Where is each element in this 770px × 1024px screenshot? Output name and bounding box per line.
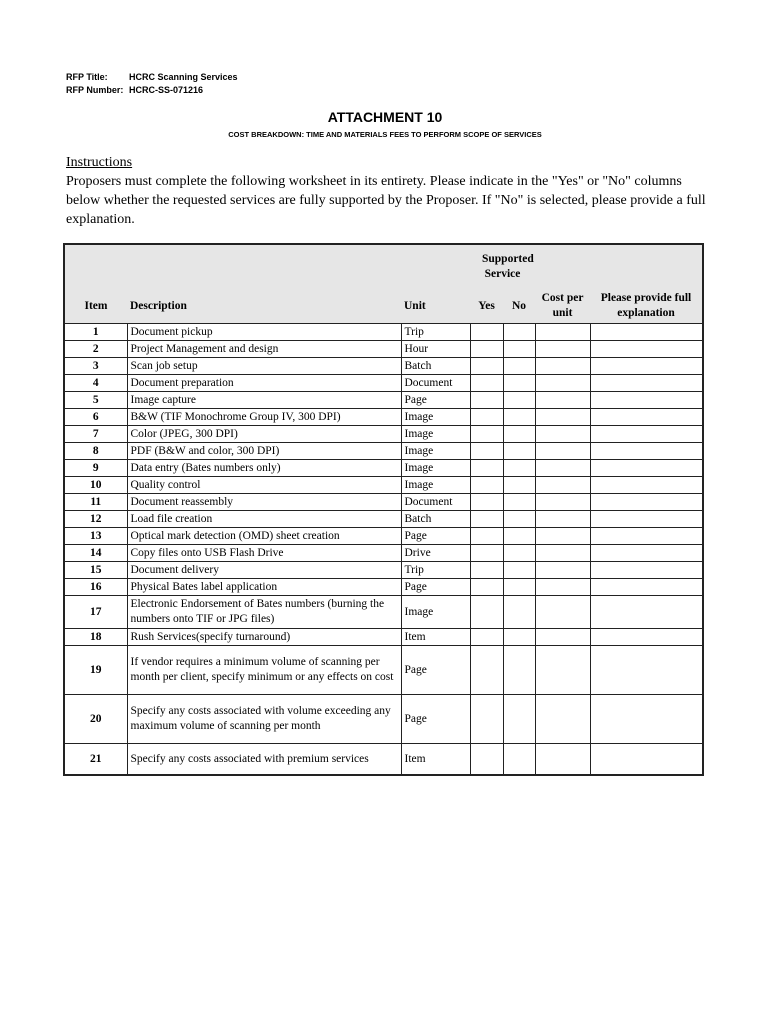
item-header: Item bbox=[64, 289, 127, 324]
item-unit: Image bbox=[401, 443, 470, 460]
explanation-cell[interactable] bbox=[590, 494, 703, 511]
header-row-top bbox=[64, 244, 703, 289]
no-cell[interactable] bbox=[503, 511, 535, 528]
table-row bbox=[64, 341, 703, 358]
table-row bbox=[64, 392, 703, 409]
cost-cell[interactable] bbox=[535, 477, 590, 494]
yes-cell[interactable] bbox=[470, 324, 503, 341]
explanation-cell[interactable] bbox=[590, 375, 703, 392]
item-description: Scan job setup bbox=[127, 358, 401, 375]
table-row bbox=[64, 460, 703, 477]
item-description: B&W (TIF Monochrome Group IV, 300 DPI) bbox=[127, 409, 401, 426]
table-row bbox=[64, 695, 703, 744]
item-unit: Batch bbox=[401, 358, 470, 375]
item-unit: Hour bbox=[401, 341, 470, 358]
yes-cell[interactable] bbox=[470, 409, 503, 426]
cost-cell[interactable] bbox=[535, 358, 590, 375]
explanation-cell[interactable] bbox=[590, 392, 703, 409]
yes-cell[interactable] bbox=[470, 629, 503, 646]
item-description: Document pickup bbox=[127, 324, 401, 341]
explanation-cell[interactable] bbox=[590, 545, 703, 562]
item-unit: Page bbox=[401, 579, 470, 596]
item-description: Project Management and design bbox=[127, 341, 401, 358]
item-number: 19 bbox=[64, 646, 127, 695]
yes-cell[interactable] bbox=[470, 511, 503, 528]
item-description: Electronic Endorsement of Bates numbers (burning the numbers onto TIF or JPG files) bbox=[127, 596, 401, 629]
explanation-cell[interactable] bbox=[590, 511, 703, 528]
item-unit: Batch bbox=[401, 511, 470, 528]
yes-header: Yes bbox=[470, 289, 503, 324]
no-cell[interactable] bbox=[503, 646, 535, 695]
no-cell[interactable] bbox=[503, 375, 535, 392]
explanation-cell[interactable] bbox=[590, 528, 703, 545]
yes-cell[interactable] bbox=[470, 695, 503, 744]
no-header: No bbox=[503, 289, 535, 324]
yes-cell[interactable] bbox=[470, 426, 503, 443]
rfp-title-value: HCRC Scanning Services bbox=[129, 72, 238, 82]
no-cell[interactable] bbox=[503, 324, 535, 341]
yes-cell[interactable] bbox=[470, 744, 503, 776]
no-cell[interactable] bbox=[503, 562, 535, 579]
table-row bbox=[64, 494, 703, 511]
item-description: Load file creation bbox=[127, 511, 401, 528]
item-number: 17 bbox=[64, 596, 127, 629]
yes-cell[interactable] bbox=[470, 443, 503, 460]
item-description: Document reassembly bbox=[127, 494, 401, 511]
explanation-cell[interactable] bbox=[590, 477, 703, 494]
item-number: 8 bbox=[64, 443, 127, 460]
item-unit: Item bbox=[401, 629, 470, 646]
instructions-heading: Instructions bbox=[66, 155, 133, 170]
cost-cell[interactable] bbox=[535, 562, 590, 579]
item-description: Specify any costs associated with volume exceeding any maximum volume of scanning per month bbox=[127, 695, 401, 744]
rfp-meta bbox=[66, 71, 238, 97]
no-cell[interactable] bbox=[503, 460, 535, 477]
cost-cell[interactable] bbox=[535, 392, 590, 409]
cost-cell[interactable] bbox=[535, 744, 590, 776]
table-row bbox=[64, 324, 703, 341]
item-number: 14 bbox=[64, 545, 127, 562]
item-description: PDF (B&W and color, 300 DPI) bbox=[127, 443, 401, 460]
yes-cell[interactable] bbox=[470, 545, 503, 562]
yes-cell[interactable] bbox=[470, 477, 503, 494]
table-row bbox=[64, 511, 703, 528]
cost-cell[interactable] bbox=[535, 324, 590, 341]
item-description: Image capture bbox=[127, 392, 401, 409]
item-description: Color (JPEG, 300 DPI) bbox=[127, 426, 401, 443]
item-number: 20 bbox=[64, 695, 127, 744]
item-description: Data entry (Bates numbers only) bbox=[127, 460, 401, 477]
explanation-cell[interactable] bbox=[590, 358, 703, 375]
cost-cell[interactable] bbox=[535, 579, 590, 596]
explanation-header: Please provide full explanation bbox=[590, 289, 703, 324]
item-number: 7 bbox=[64, 426, 127, 443]
item-description: Optical mark detection (OMD) sheet creation bbox=[127, 528, 401, 545]
item-number: 11 bbox=[64, 494, 127, 511]
explanation-cell[interactable] bbox=[590, 579, 703, 596]
item-number: 10 bbox=[64, 477, 127, 494]
table-row bbox=[64, 528, 703, 545]
attachment-title: ATTACHMENT 10 bbox=[327, 109, 443, 125]
explanation-cell[interactable] bbox=[590, 341, 703, 358]
item-unit: Item bbox=[401, 744, 470, 776]
item-unit: Drive bbox=[401, 545, 470, 562]
item-number: 4 bbox=[64, 375, 127, 392]
yes-cell[interactable] bbox=[470, 562, 503, 579]
no-cell[interactable] bbox=[503, 596, 535, 629]
cost-cell[interactable] bbox=[535, 375, 590, 392]
yes-cell[interactable] bbox=[470, 596, 503, 629]
item-description: If vendor requires a minimum volume of scanning per month per client, specify minimum or any effects on cost bbox=[127, 646, 401, 695]
cost-per-unit-header: Cost per unit bbox=[535, 289, 590, 324]
cost-cell[interactable] bbox=[535, 545, 590, 562]
item-number: 21 bbox=[64, 744, 127, 776]
explanation-cell[interactable] bbox=[590, 629, 703, 646]
attachment-subtitle: COST BREAKDOWN: TIME AND MATERIALS FEES TO PERFORM SCOPE OF SERVICES bbox=[228, 130, 542, 139]
item-number: 13 bbox=[64, 528, 127, 545]
explanation-cell[interactable] bbox=[590, 443, 703, 460]
item-unit: Page bbox=[401, 528, 470, 545]
item-unit: Image bbox=[401, 409, 470, 426]
item-unit: Image bbox=[401, 477, 470, 494]
no-cell[interactable] bbox=[503, 695, 535, 744]
item-unit: Trip bbox=[401, 562, 470, 579]
rfp-title-label: RFP Title: bbox=[66, 72, 108, 82]
cost-cell[interactable] bbox=[535, 443, 590, 460]
item-unit: Trip bbox=[401, 324, 470, 341]
table-row bbox=[64, 579, 703, 596]
table-row bbox=[64, 646, 703, 695]
yes-cell[interactable] bbox=[470, 460, 503, 477]
cost-cell[interactable] bbox=[535, 494, 590, 511]
cost-cell[interactable] bbox=[535, 596, 590, 629]
supported-service-header: Supported Service bbox=[470, 244, 535, 289]
no-cell[interactable] bbox=[503, 579, 535, 596]
item-unit: Page bbox=[401, 392, 470, 409]
no-cell[interactable] bbox=[503, 392, 535, 409]
cost-cell[interactable] bbox=[535, 341, 590, 358]
table-row bbox=[64, 629, 703, 646]
item-unit: Document bbox=[401, 494, 470, 511]
table-row bbox=[64, 426, 703, 443]
rfp-number-value: HCRC-SS-071216 bbox=[129, 85, 204, 95]
table-row bbox=[64, 443, 703, 460]
item-unit: Page bbox=[401, 646, 470, 695]
explanation-cell[interactable] bbox=[590, 460, 703, 477]
no-cell[interactable] bbox=[503, 426, 535, 443]
table-row bbox=[64, 477, 703, 494]
item-number: 15 bbox=[64, 562, 127, 579]
cost-cell[interactable] bbox=[535, 629, 590, 646]
no-cell[interactable] bbox=[503, 409, 535, 426]
no-cell[interactable] bbox=[503, 358, 535, 375]
item-description: Document delivery bbox=[127, 562, 401, 579]
explanation-cell[interactable] bbox=[590, 646, 703, 695]
no-cell[interactable] bbox=[503, 341, 535, 358]
explanation-cell[interactable] bbox=[590, 744, 703, 776]
rfp-number-row bbox=[66, 84, 238, 97]
table-row bbox=[64, 409, 703, 426]
yes-cell[interactable] bbox=[470, 392, 503, 409]
item-number: 16 bbox=[64, 579, 127, 596]
cost-breakdown-table bbox=[63, 243, 704, 776]
yes-cell[interactable] bbox=[470, 528, 503, 545]
item-number: 6 bbox=[64, 409, 127, 426]
item-unit: Image bbox=[401, 460, 470, 477]
item-number: 2 bbox=[64, 341, 127, 358]
explanation-cell[interactable] bbox=[590, 409, 703, 426]
item-description: Copy files onto USB Flash Drive bbox=[127, 545, 401, 562]
item-number: 3 bbox=[64, 358, 127, 375]
table-row bbox=[64, 596, 703, 629]
table-row bbox=[64, 375, 703, 392]
explanation-cell[interactable] bbox=[590, 695, 703, 744]
rfp-number-label: RFP Number: bbox=[66, 85, 124, 95]
no-cell[interactable] bbox=[503, 443, 535, 460]
rfp-title-row bbox=[66, 71, 238, 84]
no-cell[interactable] bbox=[503, 528, 535, 545]
cost-cell[interactable] bbox=[535, 426, 590, 443]
no-cell[interactable] bbox=[503, 477, 535, 494]
item-description: Physical Bates label application bbox=[127, 579, 401, 596]
yes-cell[interactable] bbox=[470, 646, 503, 695]
description-header: Description bbox=[127, 289, 401, 324]
item-number: 18 bbox=[64, 629, 127, 646]
table-row bbox=[64, 562, 703, 579]
explanation-cell[interactable] bbox=[590, 324, 703, 341]
no-cell[interactable] bbox=[503, 545, 535, 562]
table-row bbox=[64, 744, 703, 776]
item-unit: Image bbox=[401, 596, 470, 629]
table-row bbox=[64, 358, 703, 375]
item-unit: Image bbox=[401, 426, 470, 443]
yes-cell[interactable] bbox=[470, 494, 503, 511]
cost-cell[interactable] bbox=[535, 646, 590, 695]
yes-cell[interactable] bbox=[470, 375, 503, 392]
instructions-text: Proposers must complete the following worksheet in its entirety. Please indicate in the "Yes" or "No" columns below whether the requested services are fully supported by the Proposer. If "No" is selected, please provide a full explanation. bbox=[66, 174, 706, 227]
yes-cell[interactable] bbox=[470, 579, 503, 596]
item-description: Document preparation bbox=[127, 375, 401, 392]
explanation-cell[interactable] bbox=[590, 426, 703, 443]
no-cell[interactable] bbox=[503, 629, 535, 646]
item-number: 5 bbox=[64, 392, 127, 409]
header-row-bottom bbox=[64, 289, 703, 324]
explanation-cell[interactable] bbox=[590, 596, 703, 629]
item-number: 1 bbox=[64, 324, 127, 341]
cost-cell[interactable] bbox=[535, 528, 590, 545]
cost-cell[interactable] bbox=[535, 695, 590, 744]
explanation-cell[interactable] bbox=[590, 562, 703, 579]
no-cell[interactable] bbox=[503, 494, 535, 511]
item-description: Rush Services(specify turnaround) bbox=[127, 629, 401, 646]
cost-cell[interactable] bbox=[535, 409, 590, 426]
item-unit: Page bbox=[401, 695, 470, 744]
no-cell[interactable] bbox=[503, 744, 535, 776]
unit-header: Unit bbox=[401, 289, 470, 324]
cost-cell[interactable] bbox=[535, 460, 590, 477]
item-description: Quality control bbox=[127, 477, 401, 494]
item-description: Specify any costs associated with premium services bbox=[127, 744, 401, 776]
item-unit: Document bbox=[401, 375, 470, 392]
cost-cell[interactable] bbox=[535, 511, 590, 528]
item-number: 9 bbox=[64, 460, 127, 477]
table-row bbox=[64, 545, 703, 562]
item-number: 12 bbox=[64, 511, 127, 528]
yes-cell[interactable] bbox=[470, 341, 503, 358]
yes-cell[interactable] bbox=[470, 358, 503, 375]
